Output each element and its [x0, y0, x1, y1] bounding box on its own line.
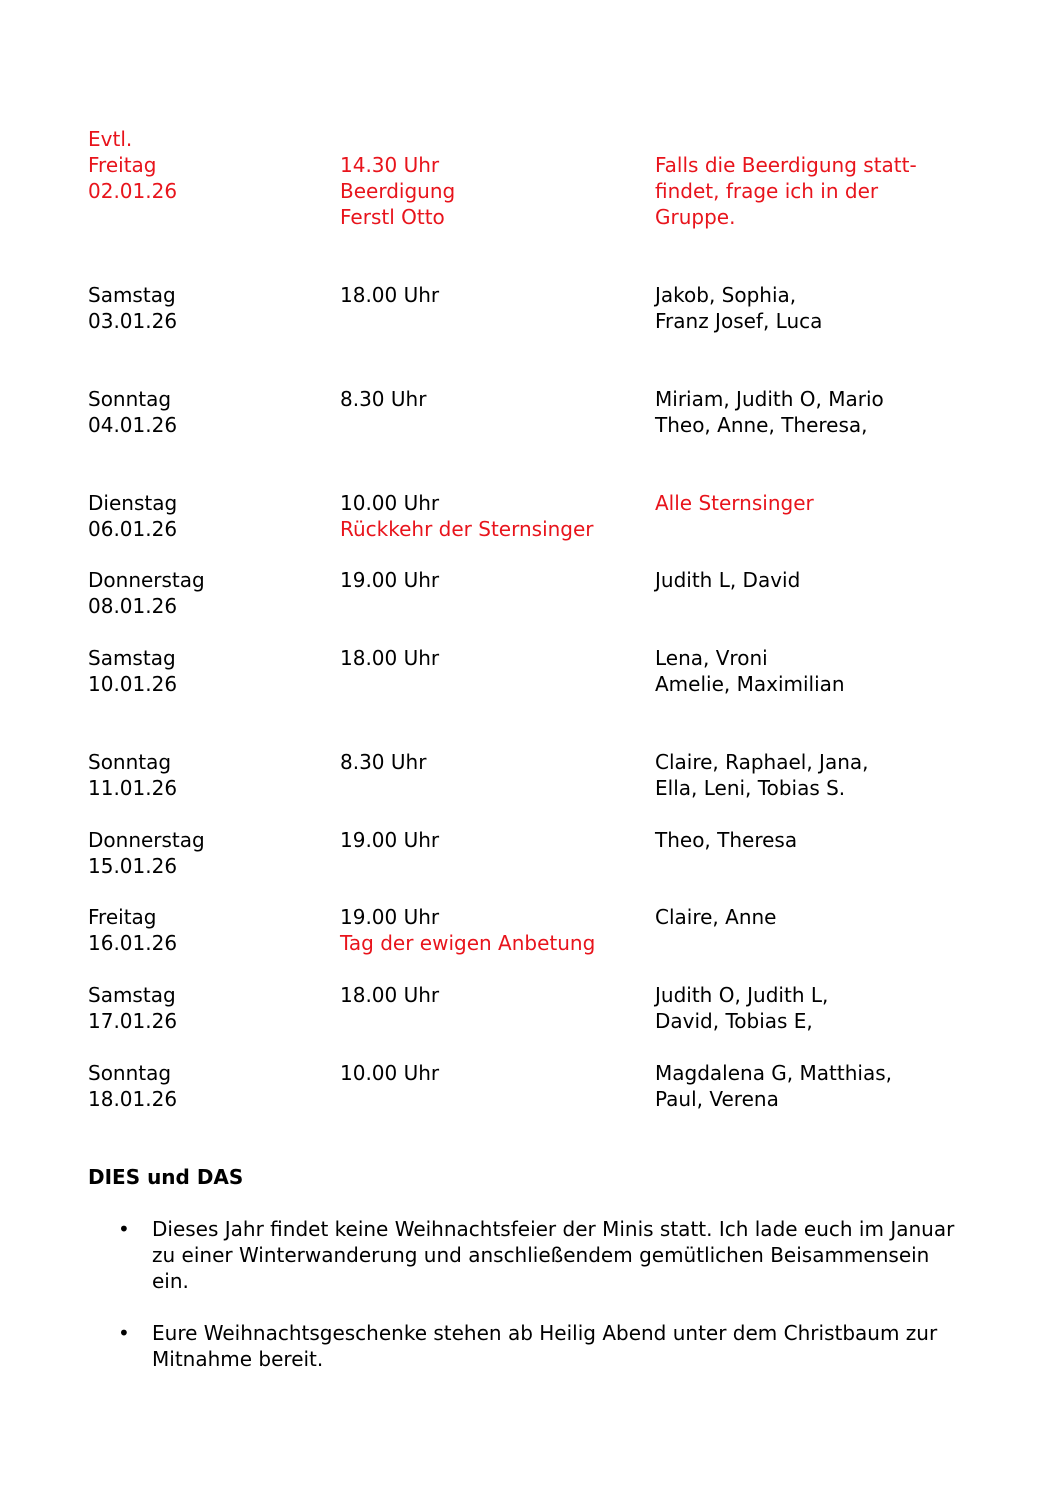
- row-day: Sonntag 04.01.26: [88, 387, 178, 437]
- row-servers: Claire, Anne: [655, 905, 777, 929]
- list-item: [88, 1216, 968, 1294]
- row-servers: Claire, Raphael, Jana, Ella, Leni, Tobias S.: [655, 750, 869, 800]
- row-servers: Judith O, Judith L, David, Tobias E,: [655, 983, 829, 1033]
- row-day: Samstag 03.01.26: [88, 283, 178, 333]
- row-day: Evtl. Freitag 02.01.26: [88, 127, 178, 203]
- row-time: 18.00 Uhr: [340, 283, 440, 307]
- list-item-text: Eure Weihnachtsgeschenke stehen ab Heilig Abend unter dem Christbaum zur Mitnahme bereit.: [152, 1321, 938, 1371]
- row-day: Dienstag 06.01.26: [88, 491, 178, 541]
- row-time: 10.00 Uhr: [340, 491, 440, 515]
- row-servers: Magdalena G, Matthias, Paul, Verena: [655, 1061, 892, 1111]
- row-note: Beerdigung Ferstl Otto: [340, 179, 456, 229]
- row-time: 14.30 Uhr: [340, 153, 440, 177]
- section-heading: DIES und DAS: [88, 1165, 244, 1189]
- row-servers: Theo, Theresa: [655, 828, 798, 852]
- row-note: Rückkehr der Sternsinger: [340, 517, 594, 541]
- row-day: Freitag 16.01.26: [88, 905, 178, 955]
- list-item: [88, 1320, 968, 1372]
- row-day: Donnerstag 08.01.26: [88, 568, 205, 618]
- row-servers: Alle Sternsinger: [655, 491, 814, 515]
- row-servers: Miriam, Judith O, Mario Theo, Anne, Theresa,: [655, 387, 884, 437]
- row-servers: Jakob, Sophia, Franz Josef, Luca: [655, 283, 823, 333]
- row-day: Samstag 17.01.26: [88, 983, 178, 1033]
- row-time: 18.00 Uhr: [340, 983, 440, 1007]
- row-time: 10.00 Uhr: [340, 1061, 440, 1085]
- row-time: 19.00 Uhr: [340, 568, 440, 592]
- list-item-text: Dieses Jahr findet keine Weihnachtsfeier der Minis statt. Ich lade euch im Januar zu einer Winterwanderung und anschließendem gemütlichen Beisammensein ein.: [152, 1217, 955, 1293]
- row-day: Sonntag 18.01.26: [88, 1061, 178, 1111]
- row-note: Tag der ewigen Anbetung: [340, 931, 596, 955]
- row-servers: Lena, Vroni Amelie, Maximilian: [655, 646, 845, 696]
- bullet-icon: •: [118, 1217, 130, 1241]
- row-day: Sonntag 11.01.26: [88, 750, 178, 800]
- row-time: 19.00 Uhr: [340, 828, 440, 852]
- row-time: 19.00 Uhr: [340, 905, 440, 929]
- row-servers: Judith L, David: [655, 568, 801, 592]
- row-time: 8.30 Uhr: [340, 750, 427, 774]
- row-day: Samstag 10.01.26: [88, 646, 178, 696]
- info-list: [88, 1216, 968, 1372]
- row-servers: Falls die Beerdigung statt- findet, frage ich in der Gruppe.: [655, 153, 917, 229]
- row-day: Donnerstag 15.01.26: [88, 828, 205, 878]
- row-time: 18.00 Uhr: [340, 646, 440, 670]
- row-time: 8.30 Uhr: [340, 387, 427, 411]
- bullet-icon: •: [118, 1321, 130, 1345]
